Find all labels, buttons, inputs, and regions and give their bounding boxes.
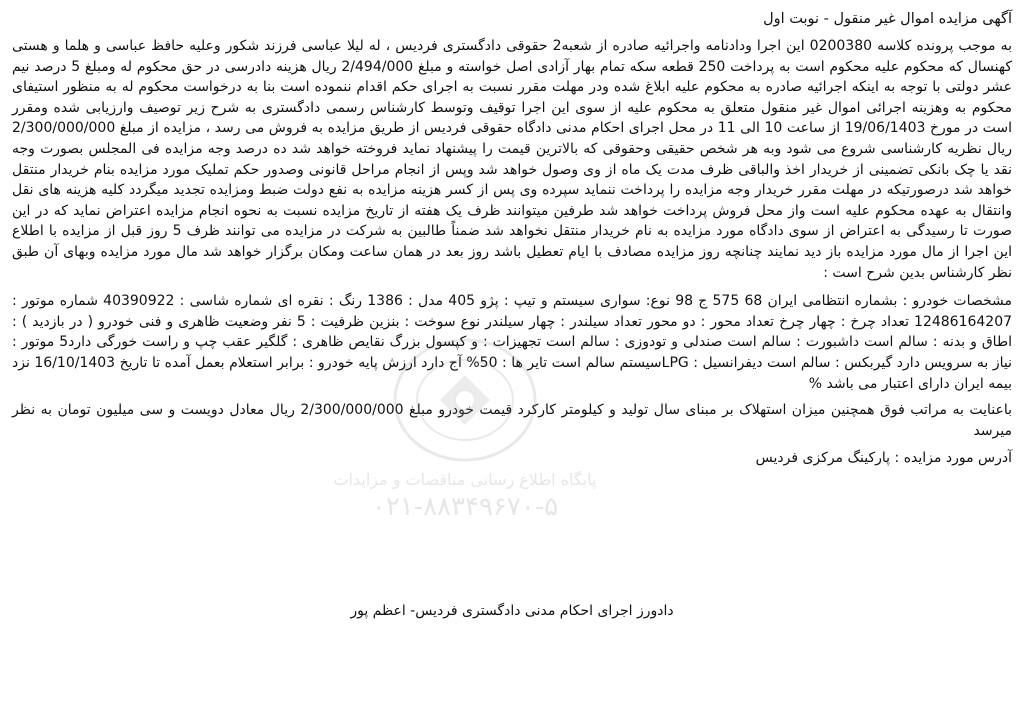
valuation-paragraph: باعنایت به مراتب فوق همچنین میزان استهلاک بر مبنای سال تولید و کیلومتر کارکرد قیمت خودرو مبلغ 2/300/000/000 ریال معادل دویست و سی میلیون تومان به نظر میرسد xyxy=(12,402,1012,439)
signature-line: دادورز اجرای احکام مدنی دادگستری فردیس- اعظم پور xyxy=(350,603,674,619)
notice-title: آگهی مزایده اموال غیر منقول - نوبت اول xyxy=(763,11,1012,27)
vehicle-specifications: مشخصات خودرو : بشماره انتظامی ایران 68 575 ج 98 نوع: سواری سیستم و تیپ : پژو 405 مدل : 1386 رنگ : نقره ای شماره شاسی : 40390922 شماره موتور : 12486164207 تعداد چرخ : چهار چرخ تعداد محور : دو محور تعداد سیلندر : چهار سیلندر نوع سوخت : بنزین ظرفیت : 5 نفر وضعیت ظاهری و فنی خودرو ( در بازدید ) : اطاق و بدنه : سالم است داشبورت : سالم است صندلی و تودوزی : سالم است تجهیزات : و کپسول بزرگ نقایص ظاهری : گلگیر عقب چپ و راست خورگی دارد5 موتور : نیاز به سرویس دارد گیربکس : سالم است دیفرانسیل : LPGسیستم سالم است تایر ها : 50% آج دارد ارزش پایه خودرو : برابر استعلام بعمل آمده تا تاریخ 16/10/1403 نزد بیمه ایران دارای اعتبار می باشد % xyxy=(12,293,1013,392)
notice-main-paragraph: به موجب پرونده کلاسه 0200380 این اجرا ودادنامه واجرائیه صادره از شعبه2 حقوقی دادگستری فردیس ، له لیلا عباسی فرزند شکور وعلیه حافظ عباسی و هلما و هستی کهنسال که محکوم علیه محکوم است به پرداخت 250 قطعه سکه تمام بهار آزادی اصل خواسته و مبلغ 2/494/000 ریال هزینه دادرسی در حق محکوم له ومبلغ 5 درصد نیم عشر دولتی با توجه به اینکه اجرائیه صادره به محکوم علیه ابلاغ شده ودر مهلت مقرر نسبت به اجرای حکم اقدام ننموده است بنا به درخواست محکوم له به منظور استیفای محکوم به وهزینه اجرائی اموال غیر منقول متعلق به محکوم علیه از سوی این اجرا توقیف وتوسط کارشناس رسمی دادگستری به شرح زیر توصیف وارزیابی شده ومقرر است در مورخ 19/06/1403 از ساعت 10 الی 11 در محل اجرای احکام مدنی دادگاه حقوقی فردیس از طریق مزایده به فروش می رسد ، مزایده از مبلغ 2/300/000/000 ریال نظریه کارشناسی شروع می شود وبه هر شخص حقیقی وحقوقی که بالاترین قیمت را پیشنهاد نماید فروخته خواهد شد ده درصد وجه مزایده فی المجلس بصورت وجه نقد یا چک بانکی تضمینی از خریدار اخذ والباقی ظرف مدت یک ماه از وی وصول خواهد شد وپس از انجام مراحل قانونی وصدور حکم تملیک مورد مزایده بنام خریدار منتقل خواهد شد درصورتیکه در مهلت مقرر خریدار وجه مزایده را پرداخت ننماید سپرده وی پس از کسر هزینه مزایده به نفع دولت ضبط ومزایده تجدید میگردد کلیه هزینه های نقل وانتقال به عهده محکوم علیه است واز محل فروش پرداخت خواهد شد طرفین میتوانند ظرف یک هفته از تاریخ مزایده نسبت به نحوه انجام مزایده اعتراض نماید که در این صورت تا رسیدگی به اعتراض از سوی دادگاه مورد مزایده به نام خریدار منتقل نخواهد شد ضمناً طالبین به شرکت در مزایده می توانند ظرف 5 روز قبل از مزایده با اطلاع این اجرا از مال مورد مزایده باز دید نمایند چنانچه روز مزایده مصادف با ایام تعطیل باشد روز بعد در همان ساعت ومکان برگزار خواهد شد مال مورد مزایده وبهای آن طبق نظر کارشناس بدین شرح است : xyxy=(12,38,1012,281)
auction-address: آدرس مورد مزایده : پارکینگ مرکزی فردیس xyxy=(755,450,1012,467)
watermark-caption: پایگاه اطلاع رسانی مناقصات و مزایدات xyxy=(333,470,597,489)
watermark-phone: ۰۲۱-۸۸۳۴۹۶۷۰-۵ xyxy=(371,492,559,522)
